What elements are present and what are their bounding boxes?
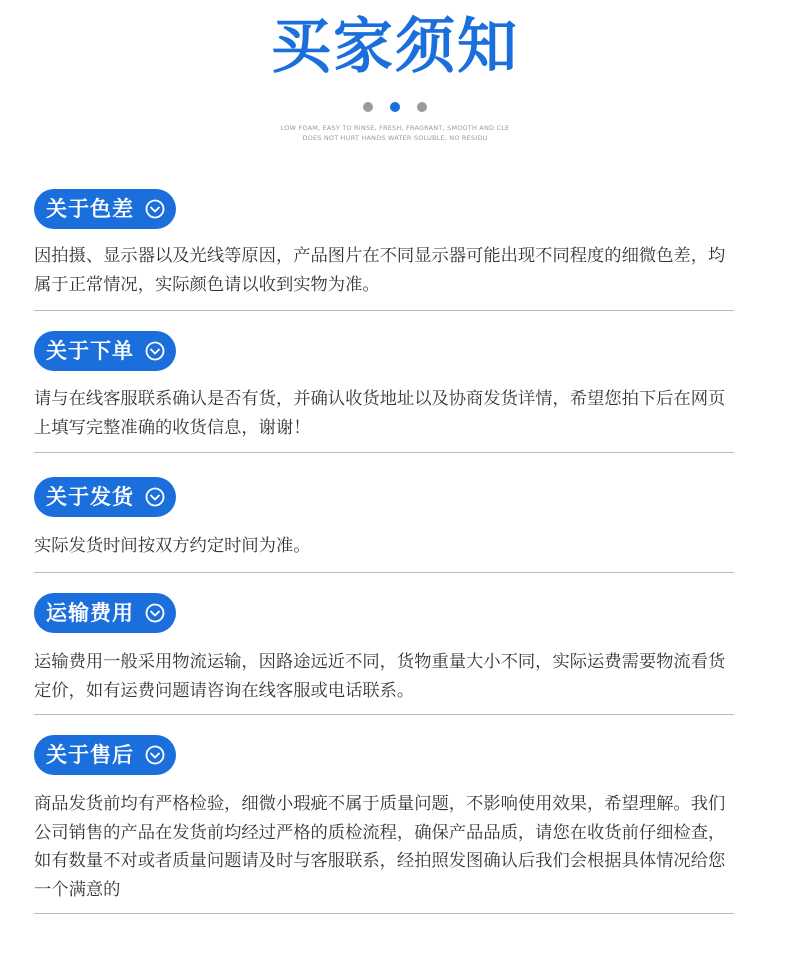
section-heading-pill	[34, 735, 176, 775]
section-heading-pill	[34, 331, 176, 371]
section-body-text: 请与在线客服联系确认是否有货，并确认收货地址以及协商发货详情，希望您拍下后在网页上填写完整准确的收货信息，谢谢！	[34, 389, 726, 438]
section-heading-pill	[34, 189, 176, 229]
section-heading-pill	[34, 593, 176, 633]
dot-indicator	[0, 96, 790, 108]
subtitle-line-2: DOES NOT HURT HANDS WATER SOLUBLE, NO RESIDU	[302, 134, 488, 142]
dot-right	[417, 102, 427, 112]
dot-left	[363, 102, 373, 112]
section-body-text: 实际发货时间按双方约定时间为准。	[34, 536, 311, 556]
chevron-down-circle-icon	[145, 341, 165, 361]
section-divider	[34, 913, 734, 914]
page-header	[0, 0, 790, 160]
subtitle-line-1: LOW FOAM, EASY TO RINSE, FRESH, FRAGRANT, SMOOTH AND CLE	[280, 124, 510, 132]
section-divider	[34, 714, 734, 715]
chevron-down-circle-icon	[145, 199, 165, 219]
section-divider	[34, 310, 734, 311]
dot-center	[390, 102, 400, 112]
chevron-down-circle-icon	[145, 603, 165, 623]
section-heading-label: 关于下单	[46, 339, 134, 363]
section-heading-pill	[34, 477, 176, 517]
page-title: 买家须知	[271, 12, 519, 82]
chevron-down-circle-icon	[145, 745, 165, 765]
section-heading-label: 关于售后	[46, 743, 134, 767]
section-heading-label: 关于色差	[46, 197, 134, 221]
section-body-text: 商品发货前均有严格检验，细微小瑕疵不属于质量问题，不影响使用效果，希望理解。我们公司销售的产品在发货前均经过严格的质检流程，确保产品品质，请您在收货前仔细检查，如有数量不对或者质量问题请及时与客服联系，经拍照发图确认后我们会根据具体情况给您一个满意的	[34, 794, 726, 900]
section-divider	[34, 452, 734, 453]
section-body-text: 因拍摄、显示器以及光线等原因，产品图片在不同显示器可能出现不同程度的细微色差，均属于正常情况，实际颜色请以收到实物为准。	[34, 246, 726, 295]
section-heading-label: 关于发货	[46, 485, 134, 509]
chevron-down-circle-icon	[145, 487, 165, 507]
section-heading-label: 运输费用	[46, 601, 134, 625]
section-divider	[34, 572, 734, 573]
section-body-text: 运输费用一般采用物流运输，因路途远近不同，货物重量大小不同，实际运费需要物流看货定价，如有运费问题请咨询在线客服或电话联系。	[34, 652, 726, 701]
